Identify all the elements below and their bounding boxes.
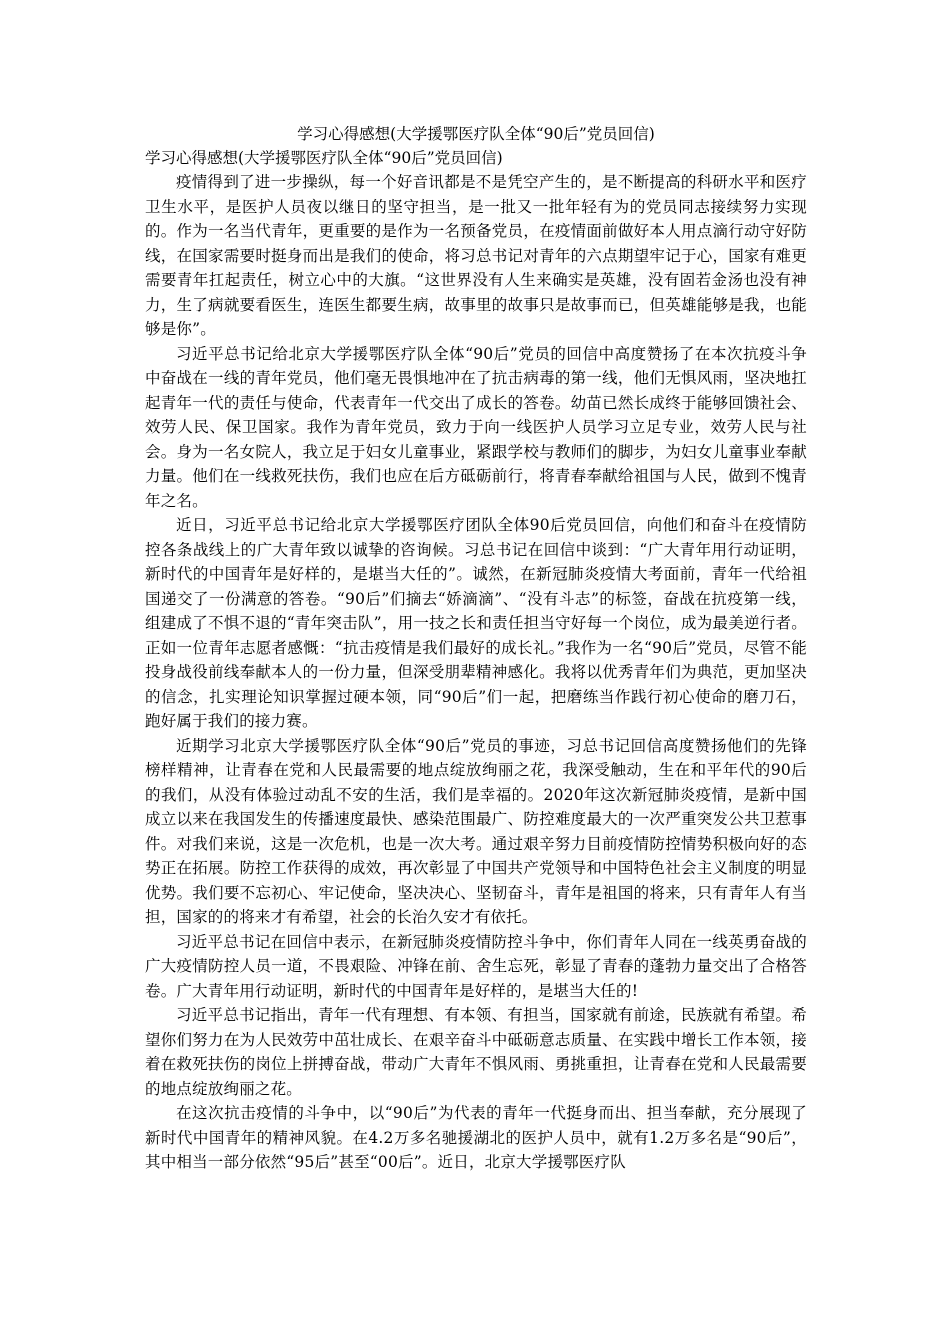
paragraph-1: 疫情得到了进一步操纵，每一个好音讯都是不是凭空产生的，是不断提高的科研水平和医疗卫生水平，是医护人员夜以继日的坚守担当，是一批又一批年轻有为的党员同志接续努力实现的。作为一名当代青年，更重要的是作为一名预备党员，在疫情面前做好本人用点滴行动守好防线，在国家需要时挺身而出是我们的使命，将习总书记对青年的六点期望牢记于心，国家有难更需要青年扛起责任，树立心中的大旗。“这世界没有人生来确实是英雄，没有固若金汤也没有神力，生了病就要看医生，连医生都要生病，故事里的故事只是故事而已，但英雄能够是我，也能够是你”。 — [145, 173, 807, 338]
document-subtitle: 学习心得感想(大学援鄂医疗队全体“90后”党员回信) — [145, 149, 503, 167]
paragraph-4: 近期学习北京大学援鄂医疗队全体“90后”党员的事迹，习总书记回信高度赞扬他们的先锋榜样精神，让青春在党和人民最需要的地点绽放绚丽之花，我深受触动，生在和平年代的90后的我们，从没有体验过动乱不安的生活，我们是幸福的。2020年这次新冠肺炎疫情，是新中国成立以来在我国发生的传播速度最快、感染范围最广、防控难度最大的一次严重突发公共卫惹事件。对我们来说，这是一次危机，也是一次大考。通过艰辛努力目前疫情防控情势积极向好的态势正在拓展。防控工作获得的成效，再次彰显了中国共产党领导和中国特色社会主义制度的明显优势。我们要不忘初心、牢记使命，坚决决心、坚韧奋斗，青年是祖国的将来，只有青年人有当担，国家的的将来才有希望，社会的长治久安才有依托。 — [145, 736, 807, 926]
paragraph-6: 习近平总书记指出，青年一代有理想、有本领、有担当，国家就有前途，民族就有希望。希望你们努力在为人民效劳中茁壮成长、在艰辛奋斗中砥砺意志质量、在实践中增长工作本领，接着在救死扶伤的岗位上拼搏奋战，带动广大青年不惧风雨、勇挑重担，让青春在党和人民最需要的地点绽放绚丽之花。 — [145, 1006, 807, 1098]
document-title: 学习心得感想(大学援鄂医疗队全体“90后”党员回信) — [297, 125, 655, 143]
paragraph-3: 近日，习近平总书记给北京大学援鄂医疗团队全体90后党员回信，向他们和奋斗在疫情防控各条战线上的广大青年致以诚挚的咨询候。习总书记在回信中谈到：“广大青年用行动证明，新时代的中国青年是好样的，是堪当大任的”。诚然，在新冠肺炎疫情大考面前，青年一代给祖国递交了一份满意的答卷。“90后”们摘去“娇滴滴”、“没有斗志”的标签，奋战在抗疫第一线，组建成了不惧不退的“青年突击队”，用一技之长和责任担当守好每一个岗位，成为最美逆行者。正如一位青年志愿者感慨：“抗击疫情是我们最好的成长礼。”我作为一名“90后”党员，尽管不能投身战役前线奉献本人的一份力量，但深受朋辈精神感化。我将以优秀青年们为典范，更加坚决的信念，扎实理论知识掌握过硬本领，同“90后”们一起，把磨练当作践行初心使命的磨刀石，跑好属于我们的接力赛。 — [145, 516, 807, 730]
paragraph-2: 习近平总书记给北京大学援鄂医疗队全体“90后”党员的回信中高度赞扬了在本次抗疫斗争中奋战在一线的青年党员，他们毫无畏惧地冲在了抗击病毒的第一线，他们无惧风雨，坚决地扛起青年一代的责任与使命，代表青年一代交出了成长的答卷。幼苗已然长成终于能够回馈社会、效劳人民、保卫国家。我作为青年党员，致力于向一线医护人员学习立足专业，效劳人民与社会。身为一名女院人，我立足于妇女儿童事业，紧跟学校与教师们的脚步，为妇女儿童事业奉献力量。他们在一线救死扶伤，我们也应在后方砥砺前行，将青春奉献给祖国与人民，做到不愧青年之名。 — [145, 344, 807, 510]
document-page — [145, 122, 807, 1175]
paragraph-5: 习近平总书记在回信中表示，在新冠肺炎疫情防控斗争中，你们青年人同在一线英勇奋战的广大疫情防控人员一道，不畏艰险、冲锋在前、舍生忘死，彰显了青春的蓬勃力量交出了合格答卷。广大青年用行动证明，新时代的中国青年是好样的，是堪当大任的! — [145, 932, 807, 1000]
paragraph-7: 在这次抗击疫情的斗争中，以“90后”为代表的青年一代挺身而出、担当奉献，充分展现了新时代中国青年的精神风貌。在4.2万多名驰援湖北的医护人员中，就有1.2万多名是“90后”，其中相当一部分依然“95后”甚至“00后”。近日，北京大学援鄂医疗队 — [145, 1104, 807, 1171]
